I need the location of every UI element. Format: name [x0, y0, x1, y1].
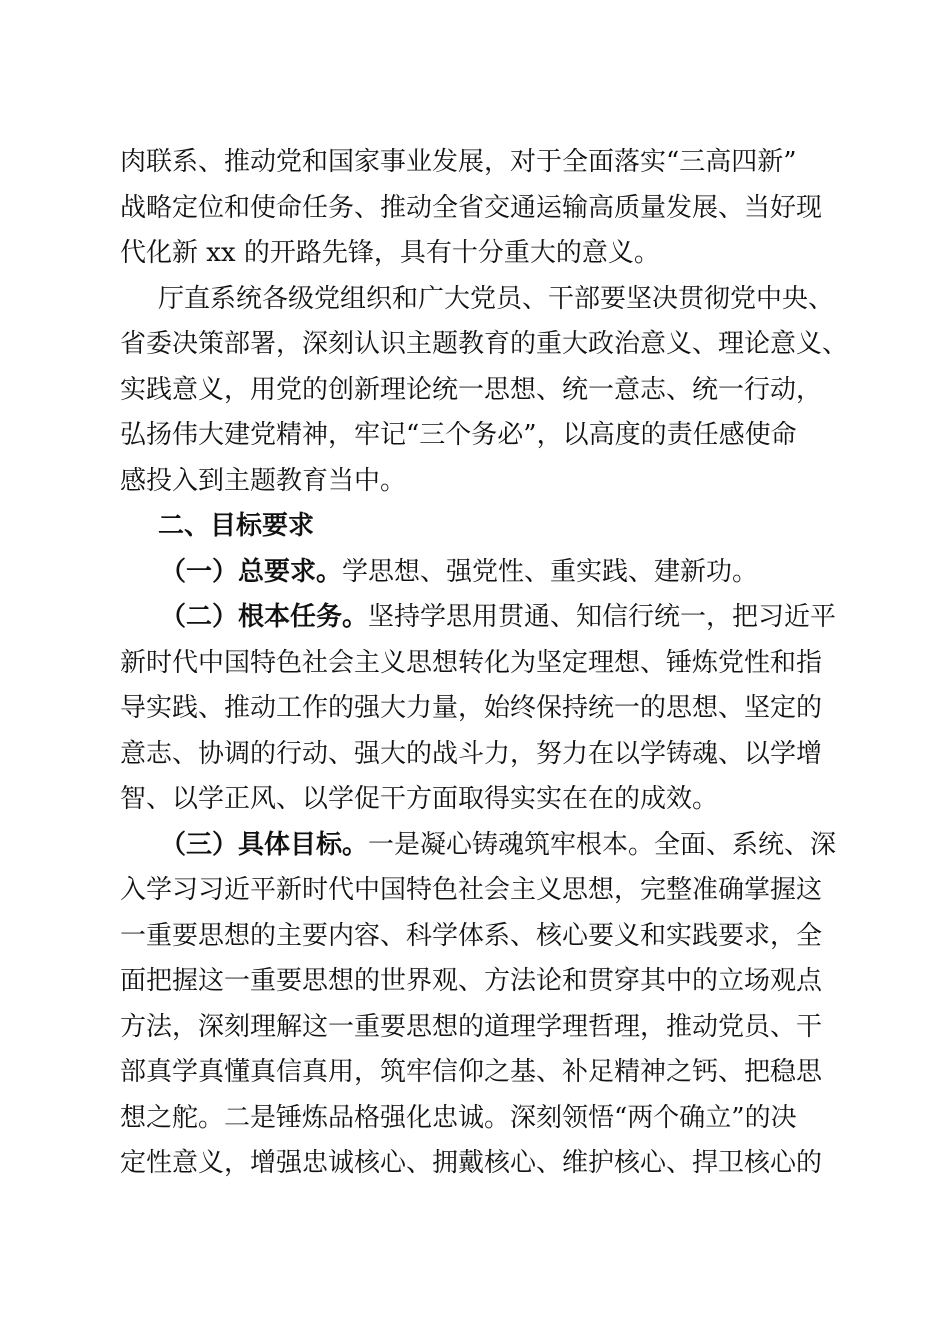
text-line: 一重要思想的主要内容、科学体系、核心要义和实践要求，全 [120, 920, 823, 951]
text-line: 战略定位和使命任务、推动全省交通运输高质量发展、当好现 [120, 192, 823, 223]
text-line: 智、以学正风、以学促干方面取得实实在在的成效。 [120, 784, 719, 814]
item-3-first-line [120, 823, 835, 869]
paragraph-1 [120, 140, 835, 277]
text-line: 肉联系、推动党和国家事业发展，对于全面落实“三高四新” [120, 147, 797, 177]
item-2-first-text: 坚持学思用贯通、知信行统一，把习近平 [368, 602, 837, 632]
item-1-label: （一）总要求。 [160, 556, 343, 587]
text-line: 新时代中国特色社会主义思想转化为坚定理想、锤炼党性和指 [120, 647, 823, 678]
paragraph-2 [120, 277, 849, 505]
item-1-text: 学思想、强党性、重实践、建新功。 [342, 556, 759, 587]
text-line: 省委决策部署，深刻认识主题教育的重大政治意义、理论意义、 [120, 329, 849, 359]
item-3-first-text: 一是凝心铸魂筑牢根本。全面、系统、深 [368, 829, 837, 860]
text-line: 入学习习近平新时代中国特色社会主义思想，完整准确掌握这 [120, 875, 823, 905]
section-heading: 二、目标要求 [158, 511, 315, 541]
text-line: 定性意义，增强忠诚核心、拥戴核心、维护核心、捍卫核心的 [120, 1148, 823, 1178]
text-line: 面把握这一重要思想的世界观、方法论和贯穿其中的立场观点 [120, 966, 823, 996]
text-line: 部真学真懂真信真用，筑牢信仰之基、补足精神之钙、把稳思 [120, 1057, 823, 1087]
item-1 [120, 550, 835, 596]
item-2 [120, 595, 835, 823]
text-line: 弘扬伟大建党精神，牢记“三个务必”，以高度的责任感使命 [120, 420, 797, 450]
text-line: 实践意义，用党的创新理论统一思想、统一意志、统一行动， [120, 374, 823, 405]
text-line: 感投入到主题教育当中。 [120, 465, 407, 496]
text-line: 意志、协调的行动、强大的战斗力，努力在以学铸魂、以学增 [120, 738, 823, 769]
item-3 [120, 823, 835, 1187]
text-line: 方法，深刻理解这一重要思想的道理学理哲理，推动党员、干 [120, 1011, 823, 1042]
text-line: 想之舵。二是锤炼品格强化忠诚。深刻领悟“两个确立”的决 [120, 1102, 797, 1133]
document-page [120, 140, 849, 1187]
item-3-label: （三）具体目标。 [160, 829, 369, 860]
text-line: 导实践、推动工作的强大力量，始终保持统一的思想、坚定的 [120, 693, 823, 723]
item-2-first-line [120, 595, 835, 641]
text-line: 代化新 xx 的开路先锋，具有十分重大的意义。 [120, 238, 660, 268]
item-2-label: （二）根本任务。 [160, 602, 369, 632]
text-line: 厅直系统各级党组织和广大党员、干部要坚决贯彻党中央、 [158, 283, 835, 314]
